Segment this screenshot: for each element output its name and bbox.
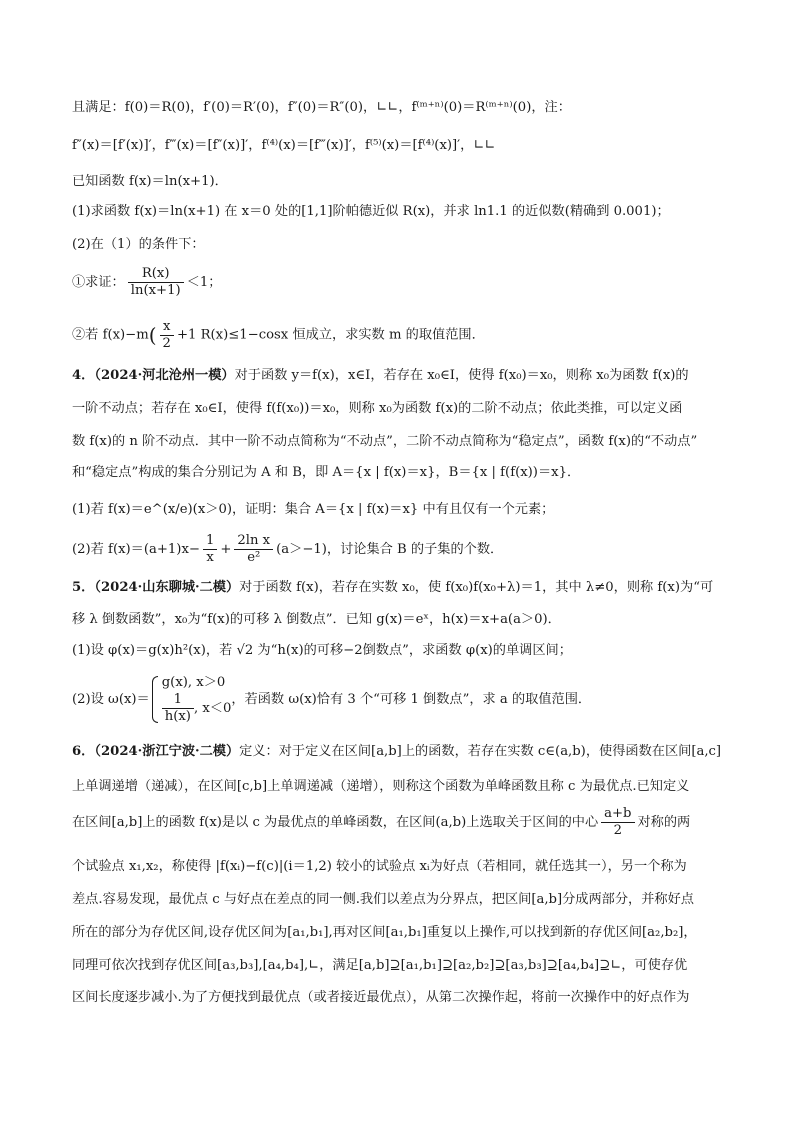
text-span: , x＜0 xyxy=(193,701,232,716)
fraction-denominator: 2 xyxy=(613,823,623,838)
proof-item-1 xyxy=(72,266,732,300)
text-span: (2)若 f(x)＝(a+1)x− xyxy=(72,542,200,557)
text-line: 差点.容易发现，最优点 c 与好点在差点的同一侧.我们以差点为分界点，把区间[a,b]分成两部分，并称好点 xyxy=(72,892,694,907)
fraction xyxy=(162,692,194,725)
fraction xyxy=(160,319,174,352)
case-row: g(x), x＞0 xyxy=(161,675,226,690)
fraction xyxy=(128,266,184,299)
text-span: (a＞−1)，讨论集合 B 的子集的个数． xyxy=(276,542,504,557)
problem-number: 6． xyxy=(72,744,95,759)
fraction-denominator: x xyxy=(206,550,214,565)
question-1: (1)若 f(x)＝e^(x/e)(x＞0)，证明：集合 A＝{x | f(x)＝x} 中有且仅有一个元素； xyxy=(72,502,555,517)
fraction-denominator: ln(x+1) xyxy=(130,283,181,298)
problem-source: （2024·山东聊城·二模） xyxy=(94,580,240,595)
problem-source: （2024·河北沧州一模） xyxy=(94,368,235,383)
text-line: 且满足：f(0)＝R(0)，f′(0)＝R′(0)，f″(0)＝R″(0)，∟∟，f⁽ᵐ⁺ⁿ⁾(0)＝R⁽ᵐ⁺ⁿ⁾(0)，注： xyxy=(72,100,571,115)
text-span: 定义：对于定义在区间[a,b]上的函数，若存在实数 c∈(a,b)，使得函数在区间[a,c] xyxy=(239,744,722,759)
question-2: (2)在（1）的条件下： xyxy=(72,237,205,252)
text-span: 对于函数 f(x)，若存在实数 x₀，使 f(x₀)f(x₀+λ)＝1，其中 λ≠0，则称 f(x)为“可 xyxy=(239,580,714,595)
question-2 xyxy=(72,533,732,567)
fraction xyxy=(203,533,217,566)
text-line: 一阶不动点；若存在 x₀∈I，使得 f(f(x₀))＝x₀，则称 x₀为函数 f(x)的二阶不动点；依此类推，可以定义函 xyxy=(72,401,683,416)
text-span: ①求证： xyxy=(72,275,125,290)
text-span: +1 R(x)≤1−cosx 恒成立，求实数 m 的取值范围． xyxy=(176,327,485,343)
case-row xyxy=(162,692,232,725)
text-line: 已知函数 f(x)＝ln(x+1)． xyxy=(72,174,228,189)
text-span: 对于函数 y＝f(x)，x∈I，若存在 x₀∈I，使得 f(x₀)＝x₀，则称 x₀为函数 f(x)的 xyxy=(234,368,689,383)
problem-number: 4． xyxy=(72,368,95,383)
problem-6-line xyxy=(72,741,732,763)
question-1: (1)设 φ(x)＝g(x)h²(x)，若 √2 为“h(x)的可移−2倒数点”，求函数 φ(x)的单调区间； xyxy=(72,643,572,658)
problem-source: （2024·浙江宁波·二模） xyxy=(94,744,240,759)
text-line: 上单调递增（递减），在区间[c,b]上单调递减（递增），则称这个函数为单峰函数且称 c 为最优点.已知定义 xyxy=(72,779,690,794)
text-span: ＜1； xyxy=(186,275,222,290)
fraction-denominator: 2 xyxy=(162,335,171,351)
fraction-denominator: h(x) xyxy=(164,709,191,724)
fraction-numerator: 1 xyxy=(203,533,217,550)
proof-item-2: ②若 f(x)−m( $\frac{x}{2}$ +1 R(x)≤1−cosx 恒成立，求实数 m 的取值范围． xyxy=(72,318,485,351)
text-line: f″(x)＝[f′(x)]′，f‴(x)＝[f″(x)]′，f⁽⁴⁾(x)＝[f‴(x)]′，f⁽⁵⁾(x)＝[f⁽⁴⁾(x)]′，∟∟ xyxy=(72,138,496,153)
text-span: ②若 f(x)−m xyxy=(72,327,149,343)
text-line: 数 f(x)的 n 阶不动点．其中一阶不动点简称为“不动点”，二阶不动点简称为“稳定点”，函数 f(x)的“不动点” xyxy=(72,434,698,449)
text-line: 移 λ 倒数函数”，x₀为“f(x)的可移 λ 倒数点”．已知 g(x)＝eˣ，h(x)＝x+a(a＞0)． xyxy=(72,612,561,627)
text-span: + xyxy=(220,542,232,557)
question-1: (1)求函数 f(x)＝ln(x+1) 在 x＝0 处的[1,1]阶帕德近似 R(x)，并求 ln1.1 的近似数(精确到 0.001)； xyxy=(72,204,670,219)
text-span: 对称的两 xyxy=(637,815,691,830)
fraction-numerator: 1 xyxy=(162,692,194,709)
problem-number: 5． xyxy=(72,580,95,595)
text-line: 区间长度逐步减小.为了方便找到最优点（或者接近最优点），从第二次操作起，将前一次操作中的好点作为 xyxy=(72,990,690,1005)
question-2 xyxy=(72,671,732,729)
text-line: 个试验点 x₁,x₂，称使得 |f(xᵢ)−f(c)|(i＝1,2) 较小的试验点 xᵢ为好点（若相同，就任选其一），另一个称为 xyxy=(72,859,687,874)
problem-4-line xyxy=(72,365,732,387)
fraction-numerator: R(x) xyxy=(128,266,184,283)
fraction xyxy=(234,533,273,566)
fraction-numerator: 2ln x xyxy=(234,533,273,550)
fraction xyxy=(601,806,634,839)
text-line: 和“稳定点”构成的集合分别记为 A 和 B，即 A＝{x | f(x)＝x}，B＝{x | f(f(x))＝x}． xyxy=(72,465,581,480)
text-line: 所在的部分为存优区间,设存优区间为[a₁,b₁],再对区间[a₁,b₁]重复以上操作,可以找到新的存优区间[a₂,b₂]， xyxy=(72,925,697,940)
problem-5-line xyxy=(72,577,732,599)
piecewise-brace xyxy=(152,674,232,725)
text-line: 同理可依次找到存优区间[a₃,b₃],[a₄,b₄],∟，满足[a,b]⊇[a₁,b₁]⊇[a₂,b₂]⊇[a₃,b₃]⊇[a₄,b₄]⊇∟，可使存优 xyxy=(72,958,688,973)
text-line xyxy=(72,806,732,840)
fraction-numerator: a+b xyxy=(601,806,634,823)
text-span: ，若函数 ω(x)恰有 3 个“可移 1 倒数点”，求 a 的取值范围． xyxy=(231,692,592,707)
fraction-denominator: e² xyxy=(247,550,261,565)
text-span: 在区间[a,b]上的函数 f(x)是以 c 为最优点的单峰函数，在区间(a,b)上选取关于区间的中心 xyxy=(72,815,599,830)
text-span: (2)设 ω(x)＝ xyxy=(72,692,150,707)
fraction-numerator: x xyxy=(160,319,174,336)
